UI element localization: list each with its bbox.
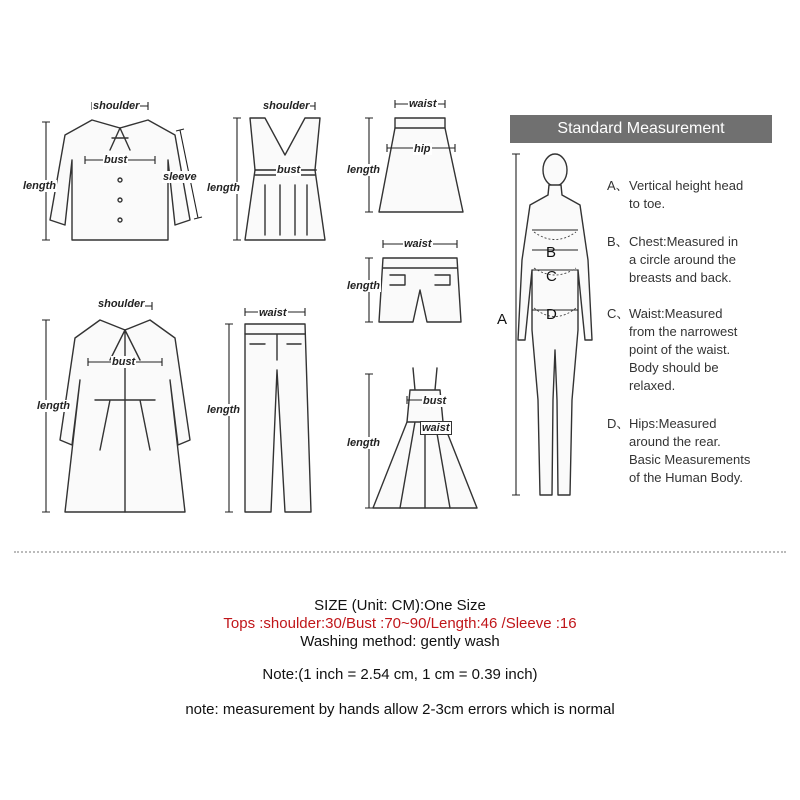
definition-b: B、Chest:Measured in a circle around the breasts and back. (607, 234, 739, 285)
body-letter-a: A (497, 311, 508, 328)
body-letter-b: B (546, 244, 557, 261)
washing-method-line: Washing method: gently wash (300, 633, 500, 650)
label-waist-shorts: waist (404, 238, 432, 250)
label-length-tank: length (207, 182, 240, 194)
label-length-blouse: length (23, 180, 56, 192)
label-length-coat: length (37, 400, 70, 412)
label-waist-pants: waist (259, 307, 287, 319)
dress-drawing (365, 360, 485, 520)
label-bust-coat: bust (112, 356, 136, 368)
label-sleeve-blouse: sleeve (163, 171, 197, 183)
tank-top-drawing (235, 100, 335, 260)
label-shoulder-tank: shoulder (263, 100, 310, 112)
shorts-drawing (365, 240, 475, 330)
label-bust-tank: bust (277, 164, 301, 176)
standard-measurement-banner: Standard Measurement (510, 115, 772, 143)
label-hip-skirt: hip (414, 143, 431, 155)
dotted-divider (14, 551, 786, 553)
label-shoulder-coat: shoulder (98, 298, 145, 310)
human-body-figure (510, 150, 610, 510)
label-length-dress: length (347, 437, 380, 449)
label-bust-dress: bust (423, 395, 447, 407)
definition-c: C、Waist:Measured from the narrowest point of the waist. Body should be relaxed. (607, 306, 738, 393)
size-line: SIZE (Unit: CM):One Size (314, 597, 486, 614)
label-shoulder-blouse: shoulder (93, 100, 140, 112)
label-length-shorts: length (347, 280, 380, 292)
body-letter-c: C (546, 268, 557, 285)
label-waist-skirt: waist (409, 98, 437, 110)
definition-d: D、Hips:Measured around the rear. Basic Measurements of the Human Body. (607, 416, 751, 485)
label-bust-blouse: bust (104, 154, 128, 166)
label-length-pants: length (207, 404, 240, 416)
body-letter-d: D (546, 306, 557, 323)
label-waist-dress: waist (422, 422, 450, 434)
skirt-drawing (365, 100, 475, 220)
tops-size-line: Tops :shoulder:30/Bust :70~90/Length:46 /Sleeve :16 (223, 615, 577, 632)
measurement-error-note: note: measurement by hands allow 2-3cm errors which is normal (185, 701, 615, 718)
definition-a: A、Vertical height head to toe. (607, 178, 744, 211)
label-length-skirt: length (347, 164, 380, 176)
inch-cm-note: Note:(1 inch = 2.54 cm, 1 cm = 0.39 inch) (262, 666, 538, 683)
